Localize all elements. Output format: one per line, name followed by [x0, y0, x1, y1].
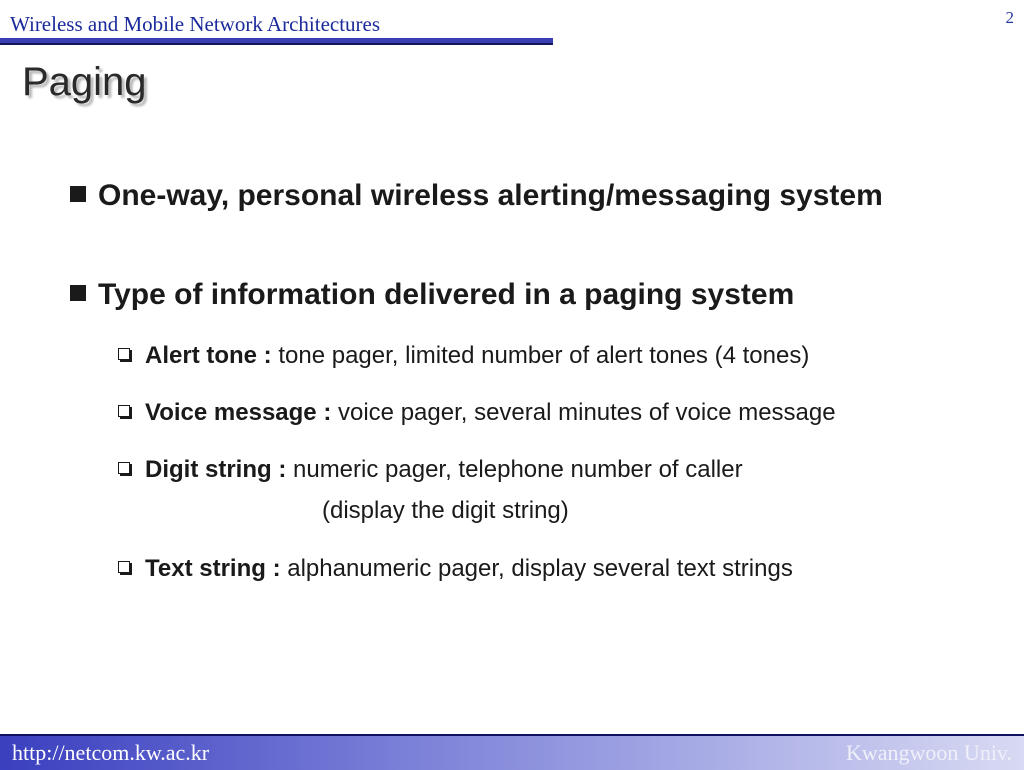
square-bullet-icon: [70, 186, 86, 202]
sub-item-description: alphanumeric pager, display several text strings: [280, 555, 793, 582]
sub-item-continuation: (display the digit string): [322, 497, 569, 524]
bullet-text: One-way, personal wireless alerting/messaging system: [98, 179, 883, 212]
sub-item: [118, 555, 793, 583]
sub-item-term: Alert tone :: [145, 342, 272, 369]
sub-item-term: Voice message :: [145, 399, 332, 426]
footer-bar: [0, 734, 1024, 770]
bullet-text: Type of information delivered in a paging system: [98, 278, 795, 311]
square-bullet-icon: [70, 285, 86, 301]
slide-title: Paging: [22, 60, 147, 104]
sub-item: [118, 342, 809, 370]
sub-item-description: voice pager, several minutes of voice message: [331, 399, 836, 426]
bullet-item: [70, 179, 883, 213]
checkbox-bullet-icon: [118, 348, 130, 360]
header-title: Wireless and Mobile Network Architectures: [10, 12, 381, 36]
sub-item-description: numeric pager, telephone number of caller: [286, 456, 743, 483]
sub-item-description: tone pager, limited number of alert tones (4 tones): [271, 342, 810, 369]
sub-item: [118, 399, 836, 427]
header-divider: [0, 38, 553, 45]
checkbox-bullet-icon: [118, 405, 130, 417]
footer-url: http://netcom.kw.ac.kr: [12, 740, 210, 765]
checkbox-bullet-icon: [118, 561, 130, 573]
checkbox-bullet-icon: [118, 462, 130, 474]
page-number: 2: [1005, 8, 1014, 27]
sub-item: [118, 456, 743, 484]
footer-organization: Kwangwoon Univ.: [846, 740, 1012, 765]
bullet-item: [70, 278, 794, 312]
sub-item-term: Text string :: [145, 555, 281, 582]
sub-item-term: Digit string :: [145, 456, 287, 483]
